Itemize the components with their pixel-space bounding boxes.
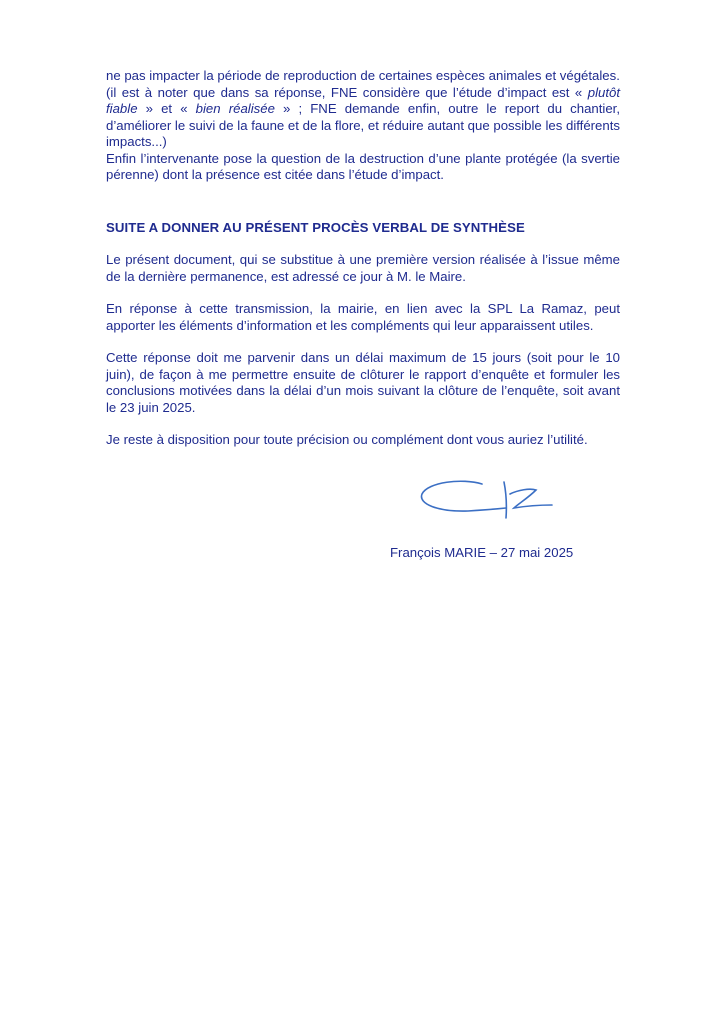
spacer — [106, 285, 620, 301]
paragraph-fne-remark — [106, 85, 620, 151]
fne-remark-part: » et « — [137, 101, 196, 116]
paragraph-protected-plant: Enfin l’intervenante pose la question de la destruction d’une plante protégée (la svertie pérenne) dont la présence est citée dans l’étude d’impact. — [106, 150, 620, 182]
signature-stroke-z — [510, 489, 552, 508]
spacer — [106, 236, 620, 252]
signature-line: François MARIE – 27 mai 2025 — [390, 545, 574, 560]
paragraph-mairie-response: En réponse à cette transmission, la mairie, en lien avec la SPL La Ramaz, peut apporter les éléments d’information et les compléments qui leur apparaissent utiles. — [106, 301, 620, 333]
paragraph-response-deadline: Cette réponse doit me parvenir dans un délai maximum de 15 jours (soit pour le 10 juin), de façon à me permettre ensuite de clôturer le rapport d’enquête et formuler les conclusions motivées dans la délai d’un mois suivant la clôture de l’enquête, soit avant le 23 juin 2025. — [106, 350, 620, 415]
spacer — [106, 334, 620, 350]
document-body — [106, 68, 620, 449]
fne-remark-part: (il est à noter que dans sa réponse, FNE considère que l’étude d’impact est « — [106, 84, 588, 100]
quote-bien-realisee: bien réalisée — [195, 101, 275, 116]
paragraph-reproduction: ne pas impacter la période de reproduction de certaines espèces animales et végétales. — [106, 68, 620, 83]
fne-remark-part: » ; FNE demande enfin, outre le report du chantier, d’améliorer le suivi de la faune et de la flore, et réduire autant que possible les différents impacts...) — [106, 101, 620, 149]
spacer — [106, 184, 620, 220]
handwritten-signature — [418, 478, 558, 522]
quote-plutot-fiable: plutôt fiable — [106, 84, 620, 116]
paragraph-availability: Je reste à disposition pour toute précision ou complément dont vous auriez l’utilité. — [106, 432, 588, 447]
section-heading: SUITE A DONNER AU PRÉSENT PROCÈS VERBAL DE SYNTHÈSE — [106, 219, 525, 235]
spacer — [106, 416, 620, 432]
signature-stroke-vertical — [504, 482, 506, 518]
signature-stroke-loop — [421, 481, 506, 511]
paragraph-document-substitution: Le présent document, qui se substitue à une première version réalisée à l’issue même de la dernière permanence, est adressé ce jour à M. le Maire. — [106, 252, 620, 284]
